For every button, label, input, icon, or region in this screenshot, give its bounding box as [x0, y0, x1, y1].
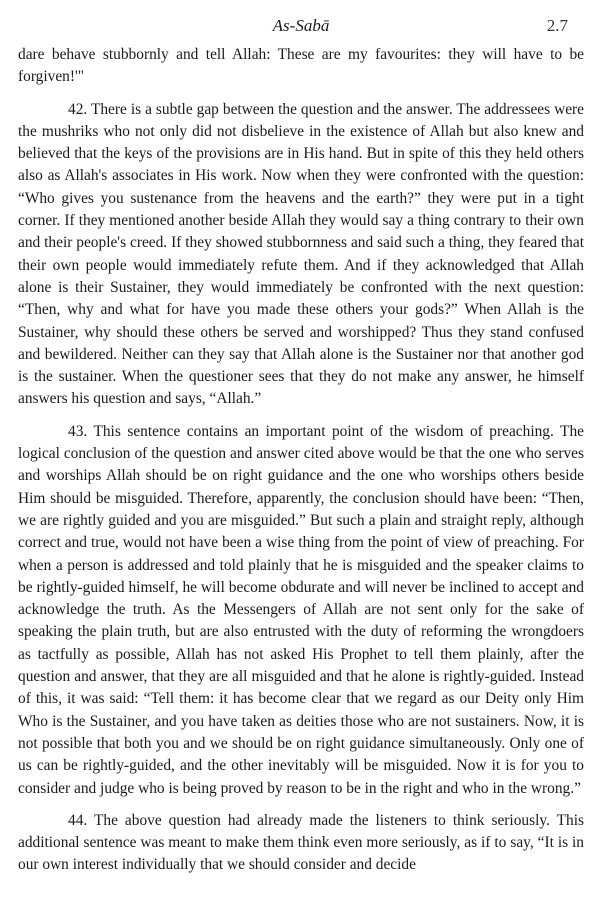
body-text: [18, 44, 584, 877]
running-title: As-Sabā: [272, 16, 330, 35]
note-42-paragraph: 42. There is a subtle gap between the question and the answer. The addressees were the mushriks who not only did not disbelieve in the existence of Allah but also knew and believed that the keys of the provisions are in His hand. But in spite of this they held others also as Allah's associates in His work. Now when they were confronted with the question: “Who gives you sustenance from the heavens and the earth?” they were put in a tight corner. If they mentioned another beside Allah they would say a thing contrary to their own and their people's creed. If they showed stubbornness and said such a thing, they feared that their own people would immediately refute them. And if they acknowledged that Allah alone is their Sustainer, they would immediately be confronted with the next question: “Then, why and what for have you made these others your gods?” When Allah is the Sustainer, why should these others be served and worshipped? Thus they stand confused and bewildered. Neither can they say that Allah alone is the Sustainer nor that another god is the sustainer. When the questioner sees that they do not make any answer, he himself answers his question and says, “Allah.”: [18, 100, 584, 408]
note-44-paragraph: 44. The above question had already made the listeners to think seriously. This additional sentence was meant to make them think even more seriously, as if to say, “It is in our own interest individually that we should consider and decide: [18, 811, 584, 874]
note-43-paragraph: 43. This sentence contains an important point of the wisdom of preaching. The logical conclusion of the question and answer cited above would be that the one who serves and worships Allah should be on right guidance and the one who worships others beside Him should be misguided. Therefore, apparently, the conclusion should have been: “Then, we are rightly guided and you are misguided.” But such a plain and straight reply, although correct and true, would not have been a wise thing from the point of view of preaching. For when a person is addressed and told plainly that he is misguided and the speaker claims to be rightly-guided himself, he will become obdurate and will never be inclined to accept and acknowledge the truth. As the Messengers of Allah are not sent only for the sake of speaking the plain truth, but are also entrusted with the duty of reforming the wrongdoers as tactfully as possible, Allah has not asked His Prophet to tell them plainly, after the question and answer, that they are all misguided and that he alone is rightly-guided. Instead of this, it was said: “Tell them: it has become clear that we regard as our Deity only Him Who is the Sustainer, and you have taken as deities those who are not sustainers. Now, it is not possible that both you and we should be on right guidance simultaneously. Only one of us can be rightly-guided, and the other inevitably will be misguided. Now it is for you to consider and judge who is being proved by reason to be in the right and who in the wrong.”: [18, 422, 584, 797]
page-header: [18, 0, 584, 44]
page-number: 2.7: [546, 16, 568, 35]
paragraph-continued: dare behave stubbornly and tell Allah: These are my favourites: they will have to be forgiven!'": [18, 46, 584, 86]
